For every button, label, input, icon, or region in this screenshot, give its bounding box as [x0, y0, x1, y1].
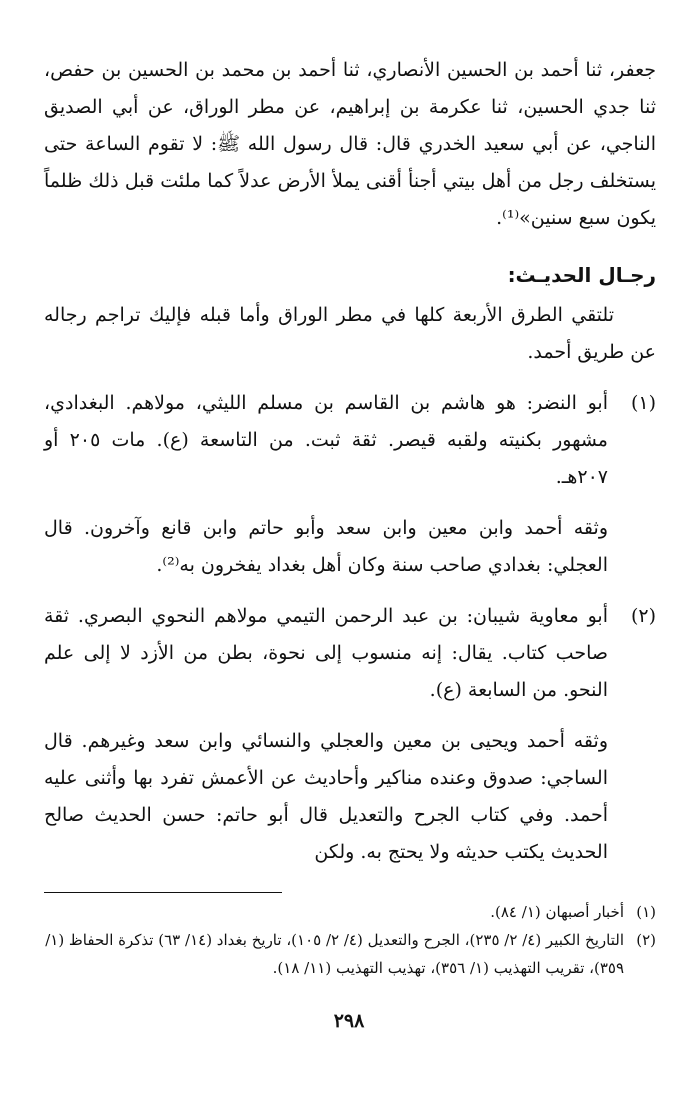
- entry-text: أبو النضر: هو هاشم بن القاسم بن مسلم الليثي، مولاهم. البغدادي، مشهور بكنيته ولقبه قيصر. ثقة ثبت. من التاسعة (ع). مات ٢٠٥ أو ٢٠٧هـ.: [44, 392, 608, 488]
- footnote-2: [44, 926, 656, 982]
- closing-paragraph: وثقه أحمد ويحيى بن معين والعجلي والنسائي وابن سعد وغيرهم. قال الساجي: صدوق وعنده مناكير وأحاديث عن الأعمش تفرد بها وأثنى عليه أحمد. وفي كتاب الجرح والتعديل قال أبو حاتم: حسن الحديث صالح الحديث يكتب حديثه ولا يحتج به. ولكن: [44, 730, 608, 863]
- footnote-number: (٢): [636, 931, 656, 949]
- entry-text: وثقه أحمد وابن معين وابن سعد وأبو حاتم وابن قانع وآخرون. قال العجلي: بغدادي صاحب سنة وكان أهل بغداد يفخرون به⁽²⁾.: [44, 517, 608, 576]
- entry-number: (٢): [630, 605, 656, 627]
- footnote-text: أخبار أصبهان (١/ ٨٤).: [490, 903, 624, 921]
- narrator-entry-2-note: [44, 723, 656, 871]
- footnote-number: (١): [636, 903, 656, 921]
- footnote-divider: [44, 892, 282, 893]
- narrator-entry-1-note: [44, 510, 656, 584]
- entry-number: [608, 510, 656, 584]
- footnote-1: [44, 898, 656, 926]
- opening-paragraph: جعفر، ثنا أحمد بن الحسين الأنصاري، ثنا أحمد بن محمد بن الحسين بن حفص، ثنا جدي الحسين، ثنا عكرمة بن إبراهيم، عن مطر الوراق، عن أبي الصديق الناجي، عن أبي سعيد الخدري قال: قال رسول الله ﷺ: لا تقوم الساعة حتى يستخلف رجل من أهل بيتي أجنأ أقنى يملأ الأرض عدلاً كما ملئت قبل ذلك ظلماً يكون سبع سنين»⁽¹⁾.: [44, 59, 656, 229]
- intro-paragraph: تلتقي الطرق الأربعة كلها في مطر الوراق وأما قبله فإليك تراجم رجاله عن طريق أحمد.: [44, 304, 656, 363]
- page-number: ٢٩٨: [333, 1010, 365, 1032]
- narrator-entry-2: [44, 598, 656, 709]
- footnotes: [44, 898, 656, 982]
- main-text: [44, 52, 656, 871]
- narrator-entry-1: [44, 385, 656, 496]
- entry-text: أبو معاوية شيبان: بن عبد الرحمن التيمي مولاهم النحوي البصري. ثقة صاحب كتاب. يقال: إنه منسوب إلى نحوة، بطن من الأزد لا إلى علم النحو. من السابعة (ع).: [44, 605, 608, 701]
- footnote-text: التاريخ الكبير (٤/ ٢/ ٢٣٥)، الجرح والتعديل (٤/ ٢/ ١٠٥)، تاريخ بغداد (١٤/ ٦٣) تذكرة الحفاظ (١/ ٣٥٩)، تقريب التهذيب (١/ ٣٥٦)، تهذيب التهذيب (١١/ ١٨).: [45, 931, 624, 977]
- entry-number: (١): [630, 392, 656, 414]
- section-heading: رجـال الحديـث:: [507, 263, 656, 287]
